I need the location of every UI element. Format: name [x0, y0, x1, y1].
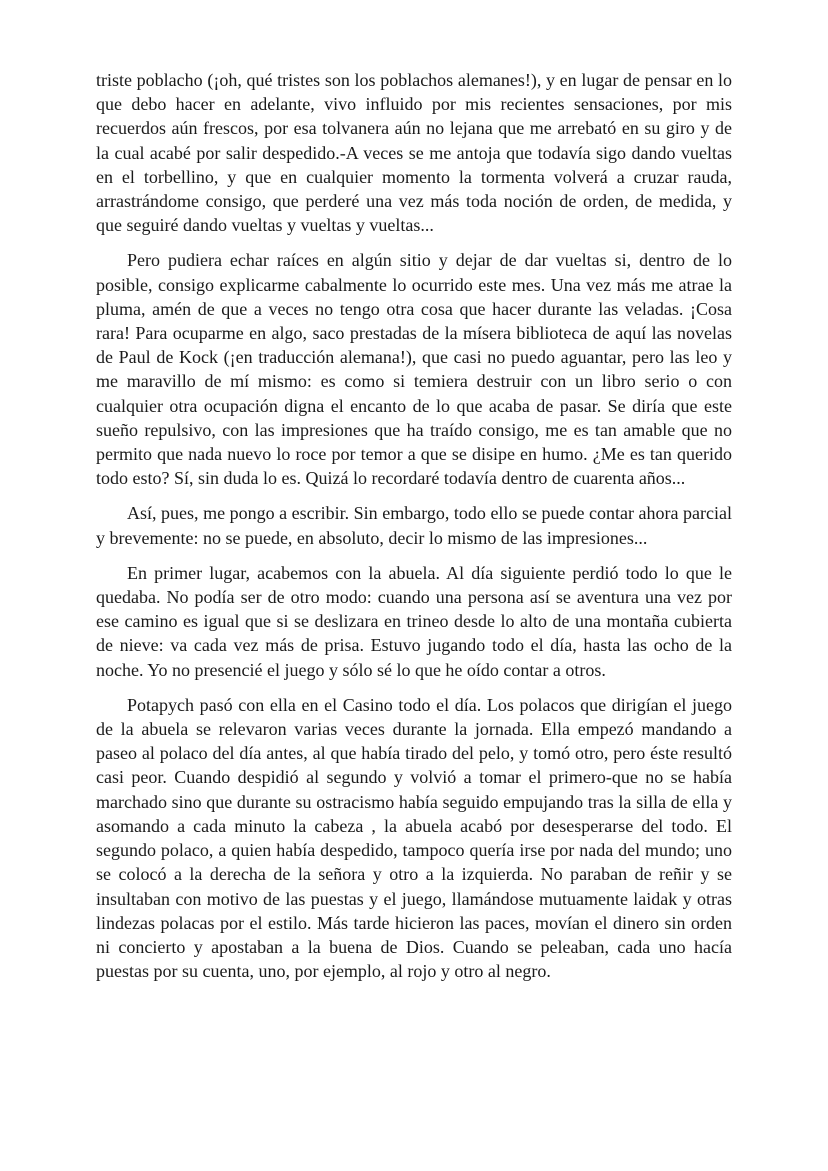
paragraph-5: Potapych pasó con ella en el Casino todo el día. Los polacos que dirigían el juego de la abuela se relevaron varias veces durante la jornada. Ella empezó mandando a paseo al polaco del día antes, al que había tirado del pelo, y tomó otro, pero éste resultó casi peor. Cuando despidió al segundo y volvió a tomar el primero-que no se había marchado sino que durante su ostracismo había seguido empujando tras la silla de ella y asomando a cada minuto la cabeza , la abuela acabó por desesperarse del todo. El segundo polaco, a quien había despedido, tampoco quería irse por nada del mundo; uno se colocó a la derecha de la señora y otro a la izquierda. No paraban de reñir y se insultaban con motivo de las puestas y el juego, llamándose mutuamente laidak y otras lindezas polacas por el estilo. Más tarde hicieron las paces, movían el dinero sin orden ni concierto y apostaban a la buena de Dios. Cuando se peleaban, cada uno hacía puestas por su cuenta, uno, por ejemplo, al rojo y otro al negro.	[96, 694, 732, 982]
paragraph-2: Pero pudiera echar raíces en algún sitio y dejar de dar vueltas si, dentro de lo posible, consigo explicarme cabalmente lo ocurrido este mes. Una vez más me atrae la pluma, amén de que a veces no tengo otra cosa que hacer durante las veladas. ¡Cosa rara! Para ocuparme en algo, saco prestadas de la mísera biblioteca de aquí las novelas de Paul de Kock (¡en traducción alemana!), que casi no puedo aguantar, pero las leo y me maravillo de mí mismo: es como si temiera destruir con un libro serio o con cualquier otra ocupación digna el encanto de lo que acaba de pasar. Se diría que este sueño repulsivo, con las impresiones que ha traído consigo, me es tan amable que no permito que nada nuevo lo roce por temor a que se disipe en humo. ¿Me es tan querido todo esto? Sí, sin duda lo es. Quizá lo recordaré todavía dentro de cuarenta años...	[96, 250, 732, 489]
paragraph-1: triste poblacho (¡oh, qué tristes son los poblachos alemanes!), y en lugar de pensar en lo que debo hacer en adelante, vivo influido por mis recientes sensaciones, por mis recuerdos aún frescos, por esa tolvanera aún no lejana que me arrebató en su giro y de la cual acabé por salir despedido.-A veces se me antoja que todavía sigo dando vueltas en el torbellino, y que en cualquier momento la tormenta volverá a cruzar rauda, arrastrándome consigo, que perderé una vez más toda noción de orden, de medida, y que seguiré dando vueltas y vueltas y vueltas...	[96, 70, 732, 236]
paragraph-3: Así, pues, me pongo a escribir. Sin embargo, todo ello se puede contar ahora parcial y brevemente: no se puede, en absoluto, decir lo mismo de las impresiones...	[96, 503, 732, 548]
paragraph-4: En primer lugar, acabemos con la abuela. Al día siguiente perdió todo lo que le quedaba. No podía ser de otro modo: cuando una persona así se aventura una vez por ese camino es igual que si se deslizara en trineo desde lo alto de una montaña cubierta de nieve: va cada vez más de prisa. Estuvo jugando todo el día, hasta las ocho de la noche. Yo no presencié el juego y sólo sé lo que he oído contar a otros.	[96, 562, 732, 680]
document-page	[96, 68, 732, 994]
